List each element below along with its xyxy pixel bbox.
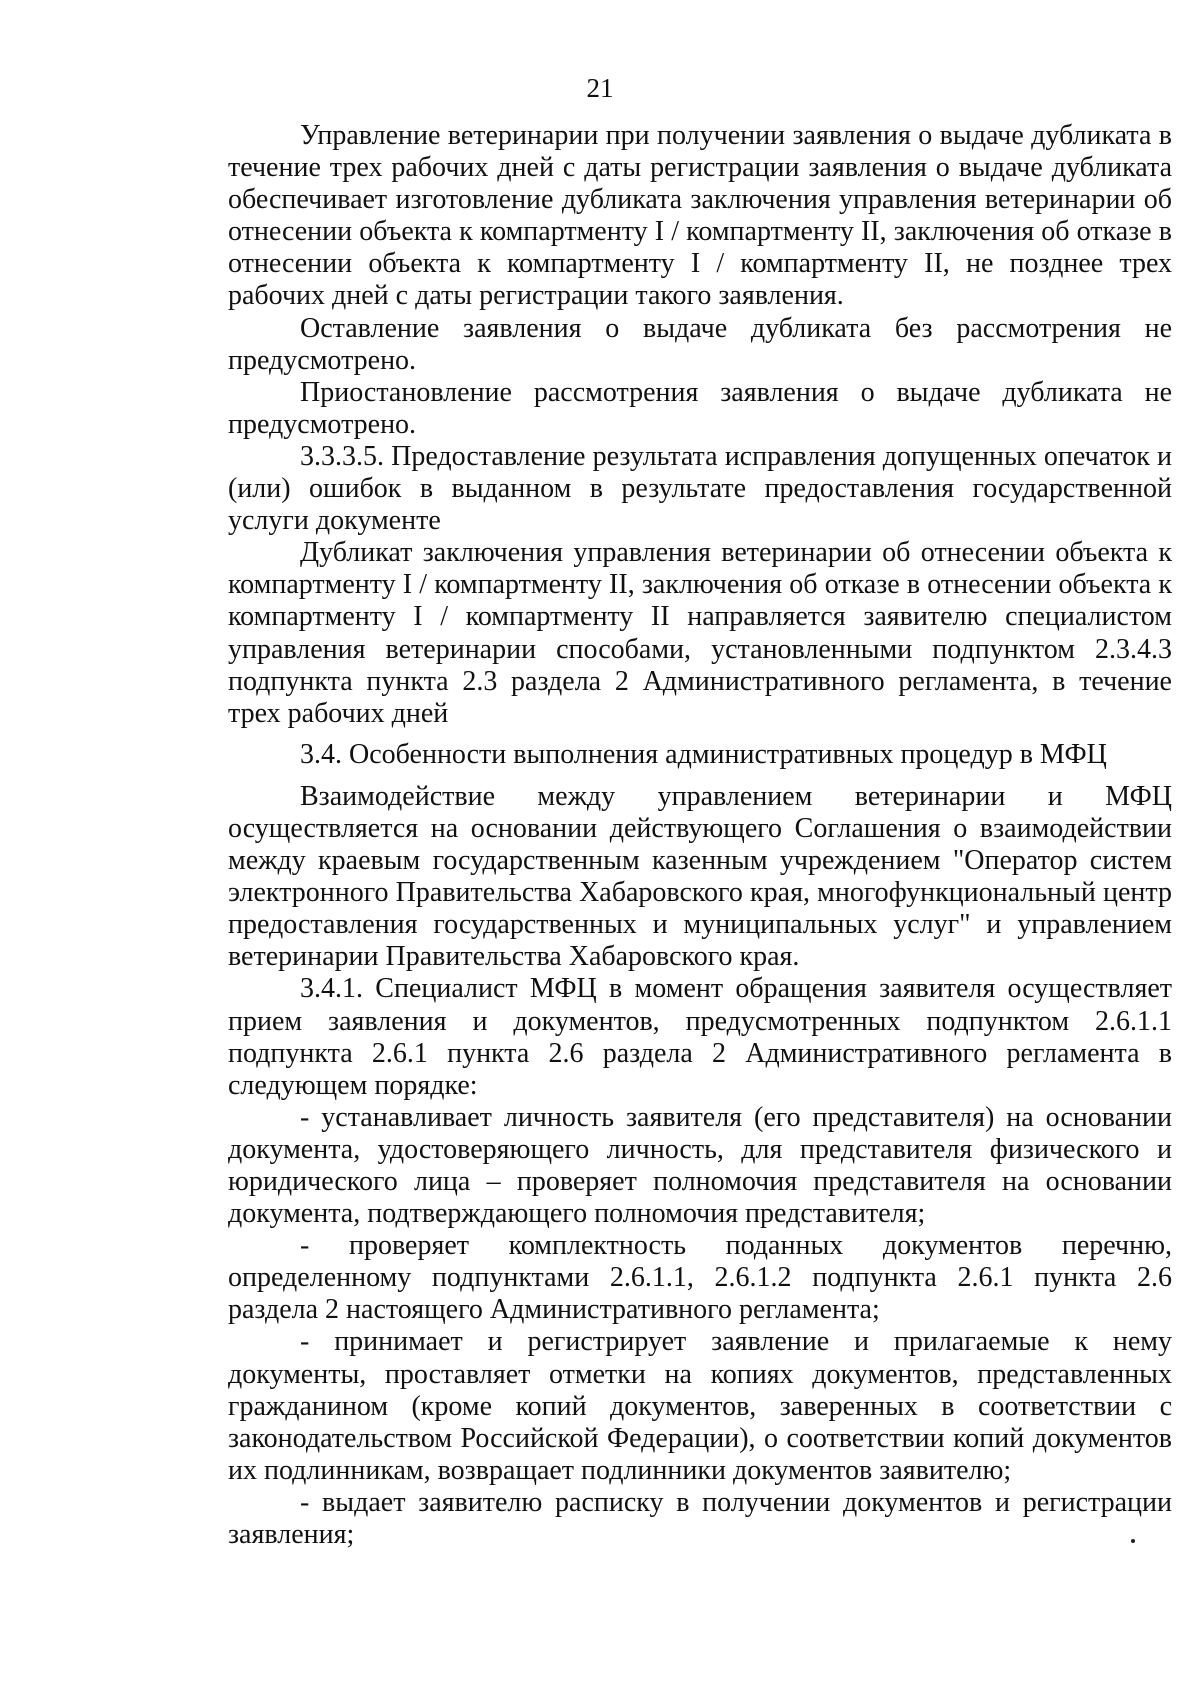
scan-speck-dot xyxy=(1131,1539,1135,1543)
list-item-registration: - принимает и регистрирует заявление и прилагаемые к нему документы, проставляет отметки на копиях документов, представленных гражданином (кроме копий документов, заверенных в соответствии с законодательством Российской Федерации), о соответствии копий документов их подлинникам, возвращает подлинники документов заявителю; xyxy=(228,1326,1172,1486)
page-number: 21 xyxy=(586,73,614,103)
list-item-receipt: - выдает заявителю расписку в получении документов и регистрации заявления; xyxy=(228,1486,1172,1551)
section-3-3-3-5: 3.3.3.5. Предоставление результата исправления допущенных опечаток и (или) ошибок в выданном в результате предоставления государственной услуги документе xyxy=(228,440,1172,537)
section-3-4-1: 3.4.1. Специалист МФЦ в момент обращения заявителя осуществляет прием заявления и документов, предусмотренных подпунктом 2.6.1.1 подпункта 2.6.1 пункта 2.6 раздела 2 Административного регламента в следующем порядке: xyxy=(228,973,1172,1101)
document-body xyxy=(228,120,1172,1551)
list-item-completeness-check: - проверяет комплектность поданных документов перечню, определенному подпунктами 2.6.1.1, 2.6.1.2 подпункта 2.6.1 пункта 2.6 раздела 2 настоящего Административного регламента; xyxy=(228,1230,1172,1326)
paragraph-interaction-mfc: Взаимодействие между управлением ветеринарии и МФЦ осуществляется на основании действующего Соглашения о взаимодействии между краевым государственным казенным учреждением "Оператор систем электронного Правительства Хабаровского края, многофункциональный центр предоставления государственных и муниципальных услуг" и управлением ветеринарии Правительства Хабаровского края. xyxy=(228,780,1172,973)
section-heading-3-4: 3.4. Особенности выполнения административных процедур в МФЦ xyxy=(300,738,1107,770)
list-item-identity-check: - устанавливает личность заявителя (его представителя) на основании документа, удостоверяющего личность, для представителя физического и юридического лица – проверяет полномочия представителя на основании документа, подтверждающего полномочия представителя; xyxy=(228,1101,1172,1230)
paragraph-duplicate-issuance: Управление ветеринарии при получении заявления о выдаче дубликата в течение трех рабочих дней с даты регистрации заявления о выдаче дубликата обеспечивает изготовление дубликата заключения управления ветеринарии об отнесении объекта к компартменту I / компартменту II, заключения об отказе в отнесении объекта к компартменту I / компартменту II, не позднее трех рабочих дней с даты регистрации такого заявления. xyxy=(228,120,1172,312)
paragraph-duplicate-sending: Дубликат заключения управления ветеринарии об отнесении объекта к компартменту I / компартменту II, заключения об отказе в отнесении объекта к компартменту I / компартменту II направляется заявителю специалистом управления ветеринарии способами, установленными подпунктом 2.3.4.3 подпункта пункта 2.3 раздела 2 Административного регламента, в течение трех рабочих дней xyxy=(228,537,1172,729)
paragraph-no-suspension: Приостановление рассмотрения заявления о выдаче дубликата не предусмотрено. xyxy=(228,376,1172,440)
paragraph-no-leaving-without-review: Оставление заявления о выдаче дубликата без рассмотрения не предусмотрено. xyxy=(228,312,1172,376)
